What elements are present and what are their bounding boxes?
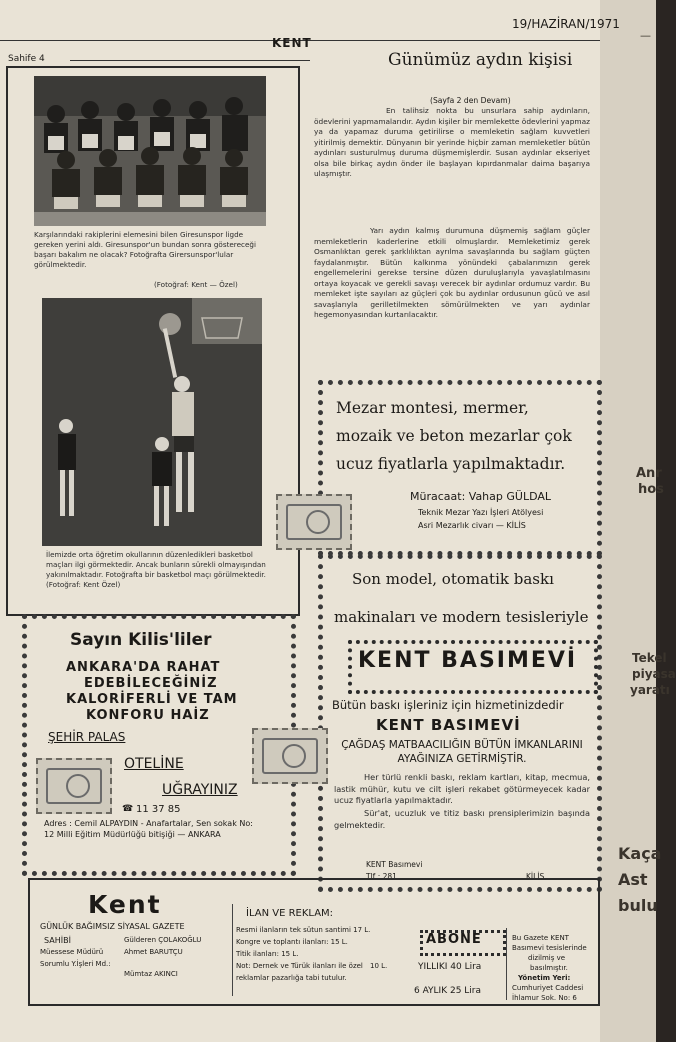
basimevi-body2: Sür'at, ucuzluk ve titiz baskı prensiplerimizin başında gelmektedir.: [334, 808, 590, 830]
otel-ad-title: Sayın Kilis'liler: [70, 630, 212, 650]
otel-ad-line4: KONFORU HAİZ: [86, 708, 210, 723]
otel-ad-line1: ANKARA'DA RAHAT: [66, 660, 221, 675]
right-page-word: Kaça: [618, 844, 662, 863]
otel-ad-line2: EDEBİLECEĞİNİZ: [84, 676, 218, 691]
abone-yearly: YILLIKI 40 Lira: [418, 962, 482, 972]
masthead-gm-label: Müessese Müdürü: [40, 948, 104, 956]
football-team-photo: [34, 76, 266, 226]
note-line: dizilmiş ve: [528, 954, 566, 962]
mezar-ad-line1: Teknik Mezar Yazı İşleri Atölyesi: [418, 508, 544, 517]
ilan-row2: Kongre ve toplantı ilanları: 15 L.: [236, 938, 348, 946]
right-page-word: Anr: [636, 466, 662, 481]
paper-name: KENT: [272, 36, 312, 50]
note-line: İhlamur Sok. No: 6: [512, 994, 577, 1002]
masthead-editor-label: Sorumlu Y.İşleri Md.:: [40, 960, 111, 968]
masthead-owner-label: SAHİBİ: [44, 936, 71, 945]
ilan-row4: Not: Dernek ve Türük ilanları ile özel: [236, 962, 363, 970]
revenue-stamp: [36, 758, 112, 814]
revenue-stamp: [252, 728, 328, 784]
issue-date: 19/HAZİRAN/1971: [512, 17, 620, 31]
ilan-row3b: 10 L.: [370, 962, 388, 970]
article-title: Günümüz aydın kişisi: [388, 50, 573, 70]
photo2-caption: İlemizde orta öğretim okullarının düzenledikleri basketbol maçları ilgi görmektedir. Ancak bunların sürekli olmayışından yakınılmaktadır. Fotoğrafta bir basketbol maçı görülmektedir. (Fotoğraf: Kent Özel): [46, 550, 266, 589]
otel-ad-line3: KALORİFERLİ VE TAM: [66, 692, 238, 707]
right-page-word: bulu: [618, 896, 658, 915]
article-paragraph-1: En talihsiz nokta bu unsurlara sahip aydınların, ödevlerini yapmamalarıdır. Aydın kişiler bir memlekette ödevlerini yapmaz ya da yapamaz duruma getirilirse o memleketin sağlam kuvvetleri yitirilmiş demektir. Dünyanın bir yerinde hiçbir zaman memleketler bütün aydınları susturulmuş duruma düşmemişlerdir. Susan aydınlar ekseriyet olsa bile birkaç aydın önder ile başlayan kıpırdanmalar daima başarıya ulaşmıştır.: [314, 106, 590, 178]
mezar-ad-contact: Müracaat: Vahap GÜLDAL: [410, 490, 552, 503]
basketball-photo: [42, 298, 262, 546]
right-page-word: hos: [638, 482, 664, 497]
basimevi-footer-tel: Tlf : 281: [366, 872, 397, 881]
otel-ad-name1: ŞEHİR PALAS: [48, 730, 126, 744]
mezar-ad-text: Mezar montesi, mermer, mozaik ve beton mezarlar çok ucuz fiyatlarla yapılmaktadır.: [336, 399, 572, 473]
team-photo-image: [34, 76, 266, 226]
masthead-gm: Ahmet BARUTÇU: [124, 948, 183, 956]
right-page-word: Tekel: [632, 651, 667, 665]
note-line: Yönetim Yeri:: [518, 974, 571, 982]
masthead-editor: Mümtaz AKINCI: [124, 970, 178, 978]
ilan-title: İLAN VE REKLAM:: [246, 908, 334, 919]
otel-ad-address: Adres : Cemil ALPAYDIN - Anafartalar, Sen sokak No: 12 Milli Eğitim Müdürlüğü bitişiği — ANKARA: [44, 819, 253, 839]
basimevi-line3: Bütün baskı işleriniz için hizmetinizdedir: [332, 698, 564, 712]
basimevi-footer-name: KENT Basımevi: [366, 860, 423, 869]
otel-ad-name3: UĞRAYINIZ: [162, 782, 238, 798]
abone-half: 6 AYLIK 25 Lira: [414, 986, 482, 996]
header-rule: [70, 60, 310, 61]
basimevi-footer-city: KİLİS: [526, 872, 545, 881]
note-line: Bu Gazete KENT: [512, 934, 569, 942]
photo1-caption: Karşılarındaki rakiplerini elemesini bilen Giresunspor ligde gereken yerini aldı. Giresunspor'un bundan sonra göstereceği başarı bakalım ne olacak? Fotoğrafta Girersunspor'lular görülmektedir.: [34, 230, 256, 269]
basimevi-body1: Her türlü renkli baskı, reklam kartları, kitap, mecmua, lastik mühür, kutu ve cilt işleri rekabet götürmeyecek kadar ucuz fiyatlarla yapılmaktadır.: [334, 772, 590, 805]
note-line: basılmıştır.: [530, 964, 568, 972]
page-label: Sahife 4: [8, 54, 45, 64]
basimevi-name: KENT BASIMEVİ: [376, 716, 521, 734]
mezar-ad-line2: Asri Mezarlık civarı — KİLİS: [418, 521, 526, 530]
article-continued: (Sayfa 2 den Devam): [430, 96, 511, 105]
basimevi-line2: makinaları ve modern tesisleriyle: [334, 608, 589, 626]
ilan-row1: Resmi ilanların tek sütun santimi 17 L.: [236, 926, 371, 934]
basimevi-line4: ÇAĞDAŞ MATBAACILIĞIN BÜTÜN İMKANLARINI AYAĞINIZA GETİRMİŞTİR.: [341, 739, 583, 765]
article-paragraph-2: Yarı aydın kalmış durumuna düşmemiş sağlam güçler memleketlerin kaderlerine etkili olmuşlardır. Memleketimiz gerek Osmanlıktan gerek şarklılıktan ayrılma savaşlarında bu sağlam güçten faydalanmıştır. Bütün kalkınma yönündeki çabalarımızın gerek engellemelerini gerekse tersine düzen duruluşlarıyla yavaşlatılmasını ortaya koyacak ve gerekli savaşı verecek bir aydınlar ordumuz vardır. Bu memleket işte sayıları az güçleri çok bu aydınlar ordusunun gücü ve asıl savaşlarıyla gerilletilmekten sömürülmekten ve yarı aydınlar hegemonyasından kurtarılacaktır.: [314, 226, 590, 319]
basketball-image: [42, 298, 262, 546]
basimevi-logo: KENT BASIMEVİ: [358, 648, 578, 673]
abone-title: ABONE: [426, 932, 482, 947]
photo1-credit: (Fotoğraf: Kent — Özel): [154, 280, 238, 289]
right-page-word: yaratı: [630, 683, 670, 697]
right-page-word: piyasa: [632, 667, 676, 681]
masthead-title: Kent: [88, 890, 162, 919]
otel-ad-phone: 11 37 85: [136, 804, 181, 815]
adjacent-page: — Anr hos Tekel piyasa yaratı Kaça Ast bulu: [600, 0, 656, 1042]
right-page-word: Ast: [618, 870, 648, 889]
phone-icon: ☎: [122, 804, 134, 814]
basimevi-line1: Son model, otomatik baskı: [352, 570, 554, 588]
otel-ad-name2: OTELİNE: [124, 756, 184, 772]
note-line: Basımevi tesislerinde: [512, 944, 587, 952]
masthead-owner: Gülderen ÇOLAKOĞLU: [124, 936, 202, 944]
note-line: Cumhuriyet Caddesi: [512, 984, 584, 992]
revenue-stamp: [276, 494, 352, 550]
ilan-row3: Titik ilanları: 15 L.: [236, 950, 299, 958]
ilan-row5: reklamlar pazarlığa tabi tutulur.: [236, 974, 347, 982]
masthead-subtitle: GÜNLÜK BAĞIMSIZ SİYASAL GAZETE: [40, 922, 185, 931]
